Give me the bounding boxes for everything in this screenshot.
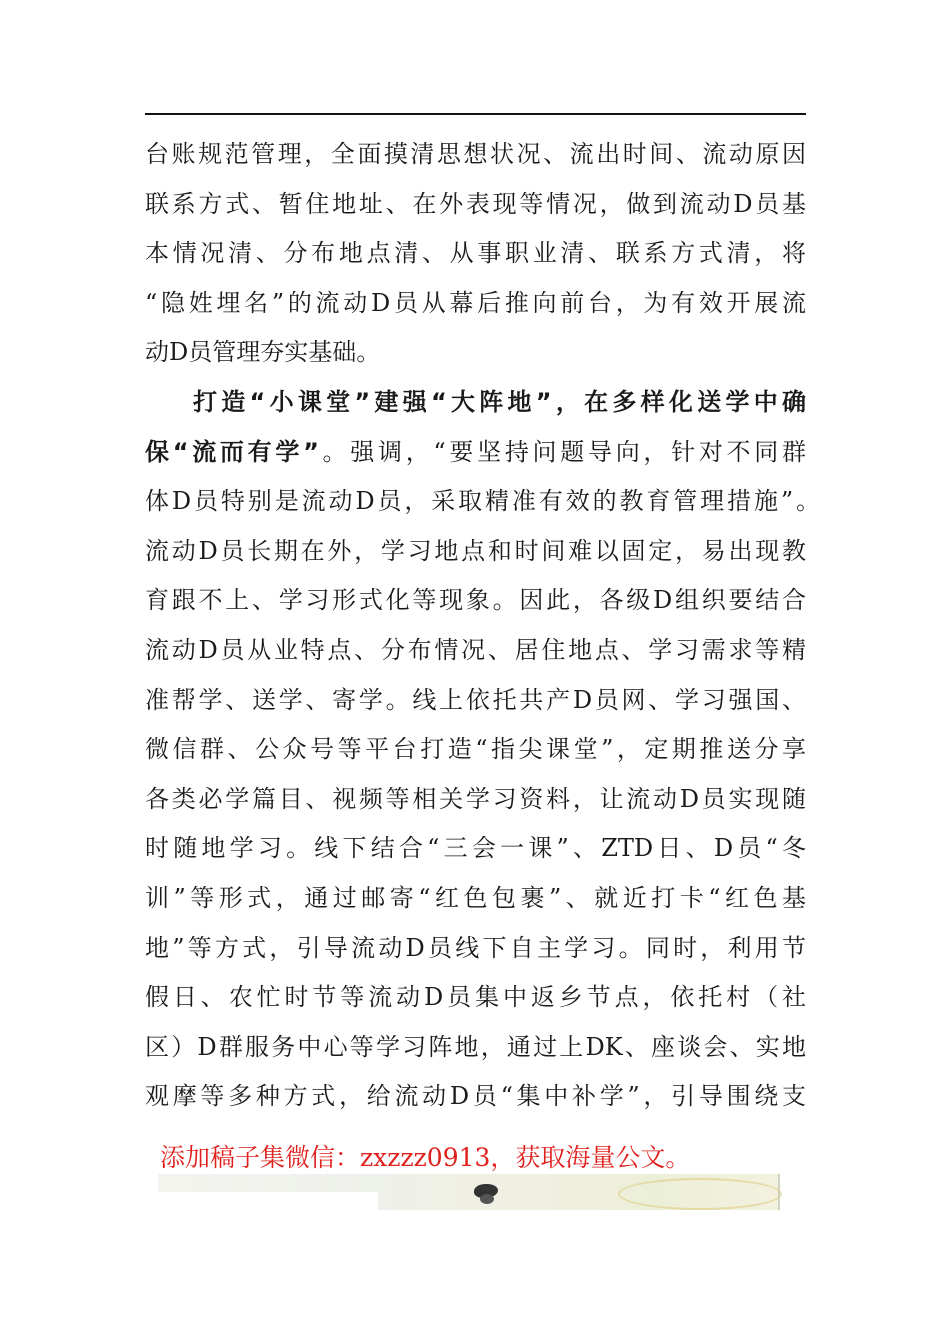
ink-blot-graphic — [480, 1194, 494, 1204]
text-line: 微信群、公众号等平台打造“指尖课堂”，定期推送分享 — [145, 735, 806, 764]
section-heading: 打造“小课堂”建强“大阵地”，在多样化送学中确 — [193, 387, 806, 416]
text-line: 本情况清、分布地点清、从事职业清、联系方式清，将 — [145, 239, 806, 268]
text-line: 流动D员从业特点、分布情况、居住地点、学习需求等精 — [145, 635, 806, 664]
document-body — [145, 130, 820, 1122]
swirl-graphic — [618, 1178, 782, 1210]
text-line: 体D员特别是流动D员，采取精准有效的教育管理措施”。 — [145, 487, 820, 516]
text-line: 各类必学篇目、视频等相关学习资料，让流动D员实现随 — [145, 784, 806, 813]
section-heading-tail: 保“流而有学” — [145, 437, 319, 466]
text-line: 训”等形式，通过邮寄“红色包裹”、就近打卡“红色基 — [145, 883, 806, 912]
paragraph-2 — [145, 378, 820, 1122]
text-line: 地”等方式，引导流动D员线下自主学习。同时，利用节 — [145, 933, 806, 962]
header-rule — [145, 113, 806, 115]
text-line: 假日、农忙时节等流动D员集中返乡节点，依托村（社 — [145, 983, 806, 1012]
decorative-image-strip — [158, 1174, 780, 1210]
text-line: “隐姓埋名”的流动D员从幕后推向前台，为有效开展流 — [145, 288, 806, 317]
promo-footer-note: 添加稿子集微信：zxzzz0913，获取海量公文。 — [160, 1143, 691, 1172]
text-line: 保“流而有学”。强调，“要坚持问题导向，针对不同群 — [145, 437, 806, 466]
text-line: 台账规范管理，全面摸清思想状况、流出时间、流动原因 — [145, 140, 806, 168]
paragraph-1 — [145, 130, 806, 378]
text-line: 动D员管理夯实基础。 — [145, 338, 381, 367]
text-line: 联系方式、暂住地址、在外表现等情况，做到流动D员基 — [145, 189, 806, 218]
text-line: 准帮学、送学、寄学。线上依托共产D员网、学习强国、 — [145, 685, 806, 714]
text-line: 流动D员长期在外，学习地点和时间难以固定，易出现教 — [145, 536, 806, 565]
text-line: 观摩等多种方式，给流动D员“集中补学”，引导围绕支 — [145, 1082, 806, 1111]
text-line: 区）D群服务中心等学习阵地，通过上DK、座谈会、实地 — [145, 1032, 806, 1061]
text-line: 时随地学习。线下结合“三会一课”、ZTD日、D员“冬 — [145, 834, 806, 863]
text-line: 育跟不上、学习形式化等现象。因此，各级D组织要结合 — [145, 586, 806, 615]
image-white-band — [158, 1192, 378, 1210]
